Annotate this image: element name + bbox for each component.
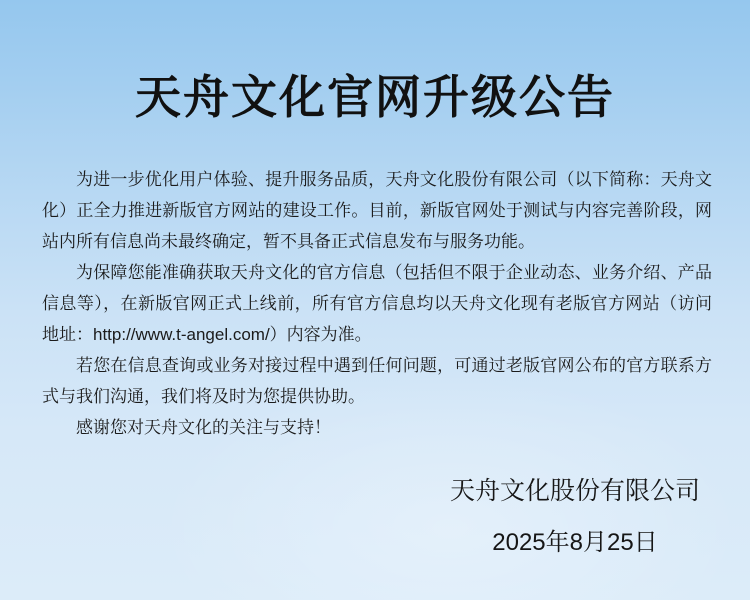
announcement-paragraph-2: 为保障您能准确获取天舟文化的官方信息（包括但不限于企业动态、业务介绍、产品信息等），在新版官网正式上线前，所有官方信息均以天舟文化现有老版官方网站（访问地址：http://www.t-angel.com/）内容为准。 [42, 263, 712, 344]
signature-date: 2025年8月25日 [492, 529, 658, 556]
signature-block [450, 477, 700, 556]
announcement-paragraph-3: 若您在信息查询或业务对接过程中遇到任何问题，可通过老版官网公布的官方联系方式与我们沟通，我们将及时为您提供协助。 [42, 356, 712, 406]
page-title: 天舟文化官网升级公告 [135, 71, 615, 123]
announcement-body [0, 164, 750, 443]
announcement-paragraph-1: 为进一步优化用户体验、提升服务品质，天舟文化股份有限公司（以下简称：天舟文化）正全力推进新版官方网站的建设工作。目前，新版官网处于测试与内容完善阶段，网站内所有信息尚未最终确定，暂不具备正式信息发布与服务功能。 [42, 170, 712, 251]
signature-company: 天舟文化股份有限公司 [449, 477, 700, 505]
announcement-paragraph-4: 感谢您对天舟文化的关注与支持！ [76, 418, 331, 437]
